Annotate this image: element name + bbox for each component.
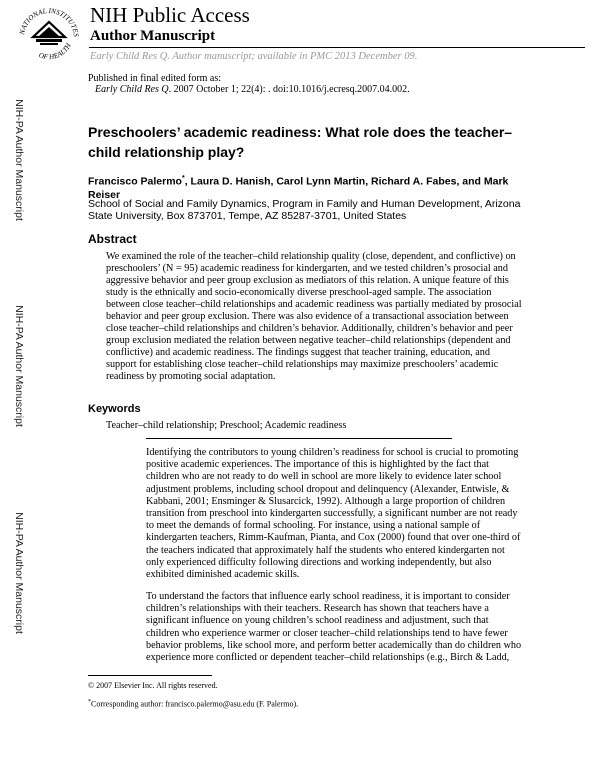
side-label-bottom: NIH-PA Author Manuscript (13, 512, 25, 634)
body-divider (146, 438, 452, 439)
availability-line (90, 50, 417, 64)
nih-seal-logo (14, 4, 84, 66)
availability-text: . Author manuscript; available in PMC 2013 December 09. (167, 51, 418, 62)
footnote-divider (88, 675, 212, 676)
availability-journal: Early Child Res Q (90, 51, 168, 62)
author-affiliation: School of Social and Family Dynamics, Program in Family and Human Development, Arizona State University, Box 873701, Tempe, AZ 85287-3701, United States (88, 198, 521, 222)
side-label-top: NIH-PA Author Manuscript (13, 99, 25, 221)
citation-journal: Early Child Res Q (95, 84, 169, 95)
author-manuscript-label: Author Manuscript (90, 28, 216, 44)
abstract-heading: Abstract (88, 232, 137, 246)
corresponding-author-note: *Corresponding author: francisco.palermo@asu.edu (F. Palermo). (88, 699, 299, 709)
body-paragraph-1: Identifying the contributors to young children’s readiness for school is crucial to promoting positive academic experiences. The importance of this is highlighted by the fact that children who are not ready to do well in school are more likely to evidence later school adjustment problems, including school dropout and delinquency (Alexander, Entwisle, & Kabbani, 2001; Ensminger & Slusarcick, 1992). Although a large proportion of children transition from preschool into kindergarten successfully, a significant number are not ready to meet the demands of formal schooling. For instance, using a national sample of kindergarten teachers, Rimm-Kaufman, Pianta, and Cox (2000) found that over one-third of the teachers indicated that approximately half the students who entered kindergarten not only experienced difficulty following directions and working independently, but also exhibited diminished academic skills. (146, 447, 521, 581)
svg-text:NATIONAL INSTITUTES: NATIONAL INSTITUTES (18, 6, 81, 38)
published-label: Published in final edited form as: (88, 73, 222, 84)
body-paragraph-2: To understand the factors that influence early school readiness, it is important to consider children’s relationships with their teachers. Research has shown that teachers have a significant influence on young children’s school readiness and adjustment, such that children who experience warmer or closer teacher–child relationships tend to have fewer behavior problems, like school more, and perform better academically than do children who experience more conflicted or dependent teacher–child relationships (e.g., Birch & Ladd, (146, 591, 522, 664)
keywords-heading: Keywords (88, 403, 141, 415)
citation-line (95, 84, 410, 96)
copyright-notice: © 2007 Elsevier Inc. All rights reserved. (88, 681, 218, 690)
header-divider (89, 47, 585, 48)
citation-details: . 2007 October 1; 22(4): . doi:10.1016/j.ecresq.2007.04.002. (168, 84, 410, 95)
author-list: Francisco Palermo*, Laura D. Hanish, Carol Lynn Martin, Richard A. Fabes, and Mark Reiser (88, 175, 509, 201)
side-label-middle: NIH-PA Author Manuscript (13, 305, 25, 427)
abstract-text: We examined the role of the teacher–child relationship quality (close, dependent, and conflictive) on preschoolers’ (N = 95) academic readiness for kindergarten, and we tested children’s prosocial and aggressive behavior and peer group exclusion as mediators of this relation. A unique feature of this study is the ethnically and socio-economically diverse preschool-aged sample. The association between close teacher–child relationships and academic readiness was partially mediated by prosocial behavior and peer group exclusion. There was also evidence of a transactional association between close teacher–child relationships and children’s behavior. Additionally, children’s behavior and peer group exclusion mediated the relation between negative teacher–child relationships (dependent and conflictive) and academic readiness. The findings suggest that teacher training, education, and support for establishing close teacher–child relationships may maximize preschoolers’ academic readiness by promoting social adaptation. (106, 251, 522, 383)
nih-public-access-title: NIH Public Access (90, 3, 250, 27)
article-title: Preschoolers’ academic readiness: What role does the teacher–child relationship play? (88, 124, 513, 160)
svg-text:OF HEALTH: OF HEALTH (37, 42, 73, 62)
keywords-list: Teacher–child relationship; Preschool; Academic readiness (106, 420, 347, 431)
